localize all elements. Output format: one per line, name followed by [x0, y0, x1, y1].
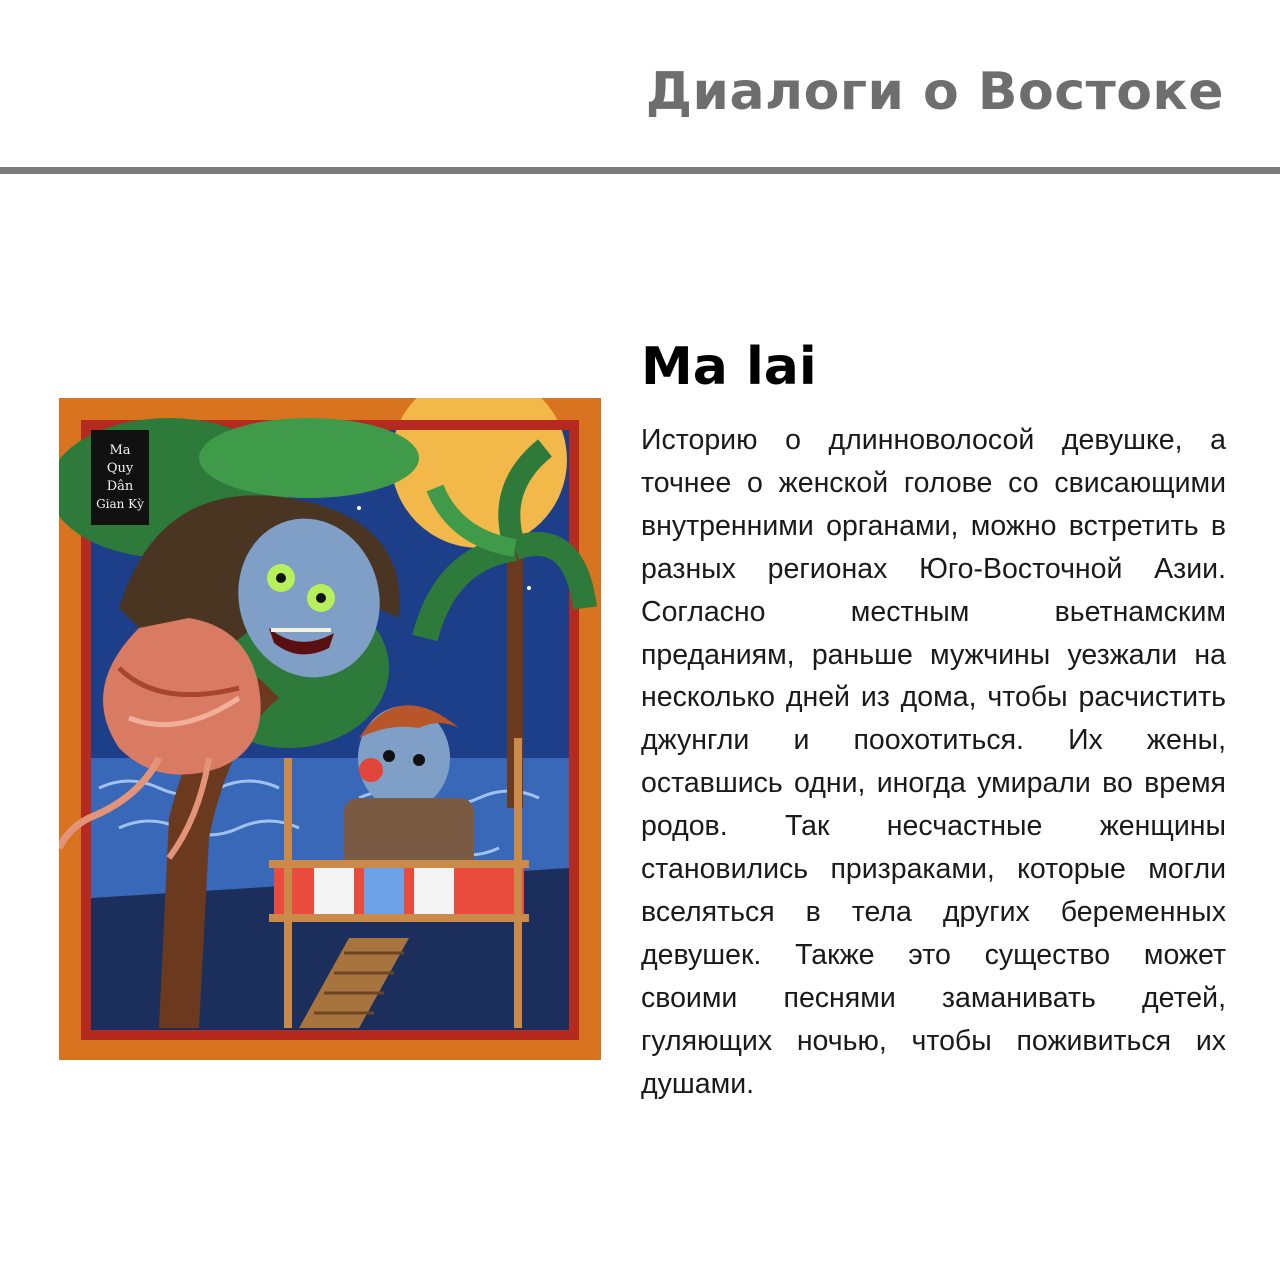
signature-line-3: Dân: [106, 479, 134, 494]
brand-title: Диалоги о Востоке: [645, 62, 1224, 122]
article-title: Ma lai: [641, 337, 817, 397]
signature-line-4: Gian Kỳ: [96, 497, 144, 511]
article-body: Историю о длинноволосой девушке, а точнее о женской голове со свисающими внутренними органами, можно встретить в разных регионах Юго-Восточной Азии. Согласно местным вьетнамским преданиям, раньше мужчины уезжали на несколько дней из дома, чтобы расчистить джунгли и поохотиться. Их жены, оставшись одни, иногда умирали во время родов. Так несчастные женщины становились призраками, которые могли вселяться в тела других беременных девушек. Также это существо может своими песнями заманивать детей, гуляющих ночью, чтобы поживиться их душами.: [641, 424, 1226, 1100]
header-divider: [0, 167, 1280, 174]
signature-line-1: Ma: [109, 443, 131, 458]
ma-lai-illustration: [59, 398, 601, 1060]
signature-line-2: Quy: [106, 461, 134, 476]
